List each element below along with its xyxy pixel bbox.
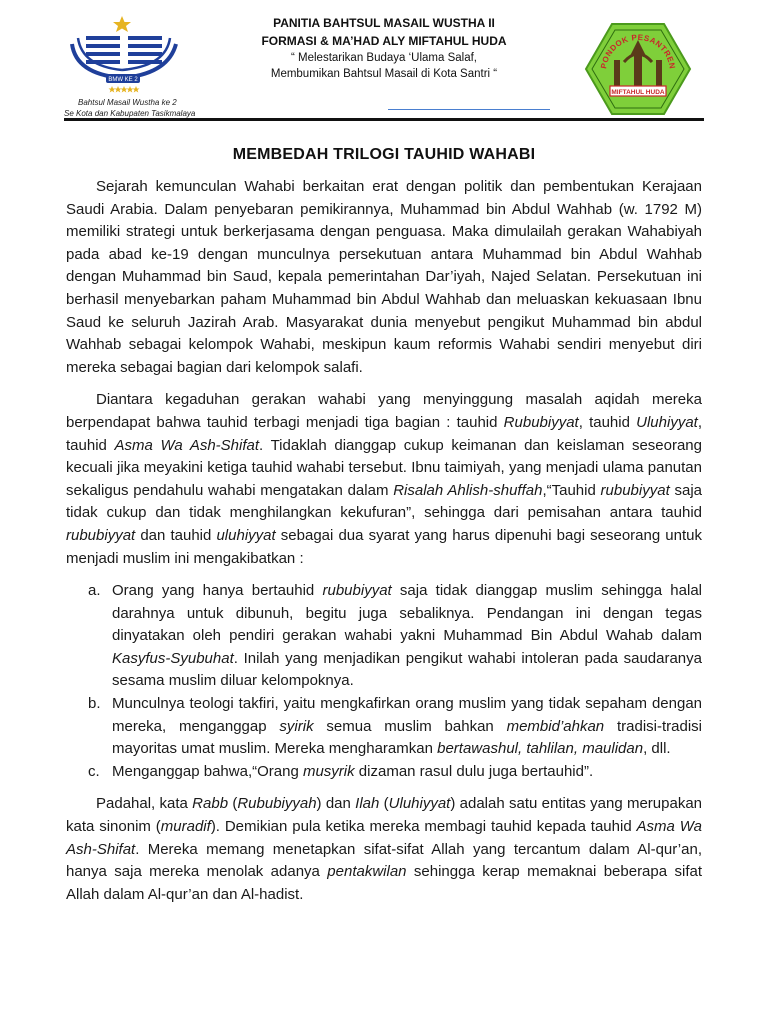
logo-banner-text: BMW KE 2 [108, 77, 138, 83]
p3-text: ( [228, 795, 238, 813]
p3-term: Rububiyyah [237, 795, 317, 813]
pesantren-seal [584, 22, 692, 116]
list-term: bertawashul, tahlilan, maulidan [437, 740, 644, 758]
open-book-logo-icon [66, 14, 184, 96]
motto-line-1: “ Melestarikan Budaya ‘Ulama Salaf, [291, 52, 477, 64]
paragraph-2 [66, 389, 702, 570]
list-term: musyrik [302, 762, 355, 780]
list-item [66, 693, 702, 761]
p2-text: , tauhid [66, 413, 703, 454]
bmw-logo [60, 14, 196, 118]
list-text: Orang yang hanya bertauhid [112, 582, 323, 600]
org-line-1: PANITIA BAHTSUL MASAIL WUSTHA II [273, 16, 495, 30]
p3-term: Rabb [192, 795, 229, 813]
letterhead [0, 0, 768, 124]
p2-term: Asma Wa Ash-Shifat [114, 436, 260, 454]
p3-term: Asma Wa Ash-Shifat [66, 818, 702, 858]
list-text: Menganggap bahwa,“Orang [112, 762, 303, 780]
p3-term: muradif [160, 818, 211, 836]
p3-term: Uluhiyyat [388, 795, 451, 813]
header-divider [64, 118, 704, 121]
p3-text: sehingga kerap memaknai beberapa sifat Allah dalam Al-qur’an dan Al-hadist. [66, 863, 702, 903]
list-item [66, 761, 702, 784]
list-text: Munculnya teologi takfiri, yaitu mengkafirkan orang muslim yang tidak sepaham dengan mereka, menganggap [112, 695, 702, 735]
paragraph-1: Sejarah kemunculan Wahabi berkaitan erat dengan politik dan pembentukan Kerajaan Saudi Arabia. Dalam penyebaran pemikirannya, Muhammad bin Abdul Wahhab (w. 1792 M) memiliki strategi untuk berkerjasama dengan penguasa. Maka dimulailah gerakan Wahabiyah pada abad ke-19 dengan munculnya persekutuan antara Muhammad bin Abdul Wahhab dengan Muhammad bin Saud, kepala pemerintahan Dar’iyah, Najed Selatan. Persekutuan ini berhasil menyebarkan paham Muhammad bin Abdul Wahhab dan meluaskan kekuasaan Ibnu Saud ke seluruh Jazirah Arab. Masyarakat dunia menyebut pengikut Muhammad bin abdul Wahhab sebagai kelompok Wahabi, meskipun kaum reformis Wahabi sendiri menyebut diri mereka sebagai bagian dari kelompok salafi. [66, 178, 702, 376]
list-text: . Inilah yang menjadikan pengikut wahabi intoleran pada saudaranya sesama muslim diluar kelompoknya. [112, 649, 702, 690]
org-line-2: FORMASI & MA’HAD ALY MIFTAHUL HUDA [261, 34, 507, 48]
list-marker: b. [88, 695, 101, 713]
motto-line-2: Membumikan Bahtsul Masail di Kota Santri “ [270, 68, 498, 80]
list-term: membid’ahkan [506, 717, 605, 735]
p2-term: uluhiyyat [216, 526, 276, 544]
p3-text: ) adalah satu entitas yang merupakan kata sinonim ( [66, 795, 702, 836]
p2-text: . Tidaklah dianggap cukup keimanan dan keislaman seseorang kecuali jika meyakini ketiga tauhid wahabi tersebut. Ibnu taimiyah, yang menjadi ulama panutan sekaligus pendahulu wahabi mengatakan dalam [66, 436, 702, 499]
p2-text: Diantara kegaduhan gerakan wahabi yang menyinggung masalah aqidah mereka berpendapat bahwa tauhid terbagi menjadi tiga bagian : tauhid [66, 391, 702, 431]
p2-term: Risalah Ahlish-shuffah [393, 481, 543, 499]
p3-text: Padahal, kata [96, 795, 193, 813]
list-item [66, 580, 702, 693]
p2-text: sebagai dua syarat yang harus dipenuhi bagi seseorang untuk menjadi muslim ini mengakibatkan : [66, 526, 702, 567]
p2-text: ,“Tauhid [542, 481, 601, 499]
p2-term: Rububiyyat [503, 413, 579, 431]
logo-caption-2: Se Kota dan Kabupaten Tasikmalaya [64, 109, 196, 118]
list-text: saja tidak dianggap muslim sehingga halal darahnya untuk dibunuh, begitu juga sebaliknya. Pendangan ini dengan tegas dinyatakan oleh pendiri gerakan wahabi yakni Muhammad Bin Abdul Wahab dalam [112, 582, 703, 645]
p2-term: Uluhiyyat [636, 413, 698, 431]
hexagon-seal-icon [584, 22, 692, 116]
document-title: MEMBEDAH TRILOGI TAUHID WAHABI [232, 146, 536, 163]
list-text: , dll. [643, 740, 671, 758]
p2-term: rububiyyat [66, 526, 136, 544]
list-text: dizaman rasul dulu juga bertauhid”. [354, 762, 594, 780]
header-underline [388, 109, 550, 110]
list-term: rububiyyat [322, 582, 392, 600]
p3-text: ( [379, 795, 389, 813]
p3-term: pentakwilan [327, 863, 407, 881]
consequence-list [66, 580, 702, 783]
list-text: tradisi-tradisi mayoritas umat muslim. Mereka mengharamkan [112, 717, 702, 758]
list-term: syirik [279, 717, 314, 735]
p3-term: Ilah [355, 795, 380, 813]
list-marker: c. [88, 762, 100, 780]
p3-text: . Mereka memang menetapkan sifat-sifat Allah yang tercantum dalam Al-qur’an, hanya saja mereka menolak adanya [66, 840, 702, 881]
p2-text: , tauhid [578, 413, 637, 431]
p2-term: rububiyyat [600, 481, 670, 499]
list-term: Kasyfus-Syubuhat [112, 649, 234, 667]
paragraph-3 [66, 793, 702, 906]
seal-arc-text: PONDOK PESANTREN [599, 32, 677, 70]
header-text-block [220, 14, 548, 82]
list-marker: a. [88, 582, 101, 600]
p2-text: dan tauhid [135, 526, 217, 544]
list-text: semua muslim bahkan [313, 717, 507, 735]
p2-text: saja tidak cukup dan tidak menghilangkan kekufuran”, sehingga dari pemisahan antara tauhid [66, 481, 702, 522]
document-body [66, 176, 702, 906]
p3-text: ) dan [316, 795, 356, 813]
logo-caption-1: Bahtsul Masail Wustha ke 2 [78, 98, 177, 107]
seal-banner-text: MIFTAHUL HUDA [611, 89, 665, 96]
p3-text: ). Demikian pula ketika mereka membagi tauhid kepada tauhid [210, 818, 637, 836]
